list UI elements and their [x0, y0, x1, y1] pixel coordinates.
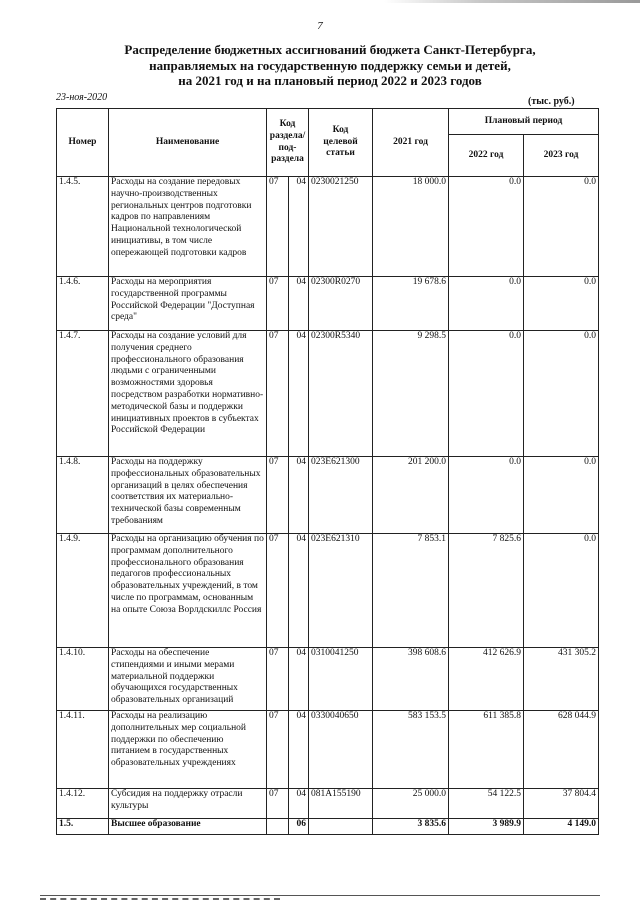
row-section — [267, 819, 289, 835]
header-year-2022: 2022 год — [449, 135, 524, 177]
header-section-code: Код раздела/ под- раздела — [267, 109, 309, 177]
header-year-2023: 2023 год — [524, 135, 599, 177]
row-subsection: 04 — [289, 277, 309, 331]
row-value-2022: 54 122.5 — [449, 789, 524, 819]
row-value-2022: 7 825.6 — [449, 534, 524, 648]
row-value-2021: 7 853.1 — [373, 534, 449, 648]
row-name: Расходы на реализацию дополнительных мер социальной поддержки по обеспечению питанием в государственных образовательных учреждениях — [109, 711, 267, 789]
row-subsection: 04 — [289, 457, 309, 534]
row-number: 1.4.8. — [57, 457, 109, 534]
row-section: 07 — [267, 648, 289, 711]
row-value-2022: 0.0 — [449, 277, 524, 331]
row-name: Расходы на обеспечение стипендиями и иными мерами материальной поддержки обучающихся государственных образовательных организаций — [109, 648, 267, 711]
row-name: Расходы на создание условий для получения среднего профессионального образования людьми с ограниченными возможностями здоровья посредством разработки нормативно-методической базы и поддержки инициативных проектов в субъектах Российской Федерации — [109, 331, 267, 457]
row-section: 07 — [267, 534, 289, 648]
row-section: 07 — [267, 177, 289, 277]
row-target-code: 023E621310 — [309, 534, 373, 648]
row-section: 07 — [267, 711, 289, 789]
row-number: 1.4.12. — [57, 789, 109, 819]
row-name: Расходы на поддержку профессиональных образовательных организаций в целях обеспечения соответствия их материально-технической базы современным требованиям — [109, 457, 267, 534]
row-value-2023: 4 149.0 — [524, 819, 599, 835]
row-value-2023: 628 044.9 — [524, 711, 599, 789]
row-number: 1.4.9. — [57, 534, 109, 648]
row-subsection: 04 — [289, 648, 309, 711]
header-name: Наименование — [109, 109, 267, 177]
row-name: Расходы на мероприятия государственной программы Российской Федерации "Доступная среда" — [109, 277, 267, 331]
row-number: 1.4.5. — [57, 177, 109, 277]
row-section: 07 — [267, 331, 289, 457]
row-value-2022: 412 626.9 — [449, 648, 524, 711]
row-subsection: 04 — [289, 534, 309, 648]
row-value-2023: 37 804.4 — [524, 789, 599, 819]
row-target-code: 0330040650 — [309, 711, 373, 789]
row-subsection: 04 — [289, 177, 309, 277]
row-name: Расходы на организацию обучения по программам дополнительного профессионального образования педагогов профессиональных образовательных учреждений, в том числе по программам, основанным на опыте Союза Ворлдскиллс Россия — [109, 534, 267, 648]
row-subsection: 04 — [289, 331, 309, 457]
row-value-2023: 0.0 — [524, 177, 599, 277]
row-number: 1.5. — [57, 819, 109, 835]
bottom-dashed-rule — [40, 898, 280, 900]
page-number: 7 — [317, 20, 323, 32]
scan-edge-artifact — [0, 0, 640, 3]
row-value-2021: 9 298.5 — [373, 331, 449, 457]
table-row — [57, 534, 599, 648]
table-row — [57, 277, 599, 331]
row-section: 07 — [267, 277, 289, 331]
row-value-2021: 583 153.5 — [373, 711, 449, 789]
row-target-code: 02300R5340 — [309, 331, 373, 457]
table-row — [57, 648, 599, 711]
header-year-2021: 2021 год — [373, 109, 449, 177]
budget-table — [56, 108, 599, 835]
table-row — [57, 177, 599, 277]
row-value-2021: 201 200.0 — [373, 457, 449, 534]
row-target-code — [309, 819, 373, 835]
row-value-2021: 3 835.6 — [373, 819, 449, 835]
row-section: 07 — [267, 457, 289, 534]
row-value-2023: 0.0 — [524, 457, 599, 534]
row-value-2022: 611 385.8 — [449, 711, 524, 789]
row-target-code: 081A155190 — [309, 789, 373, 819]
row-value-2022: 3 989.9 — [449, 819, 524, 835]
document-title — [40, 42, 620, 89]
units-label: (тыс. руб.) — [528, 96, 575, 107]
row-target-code: 0230021250 — [309, 177, 373, 277]
table-row — [57, 789, 599, 819]
row-subsection: 04 — [289, 789, 309, 819]
row-target-code: 023E621300 — [309, 457, 373, 534]
header-target-code: Код целевой статьи — [309, 109, 373, 177]
table-row-subtotal — [57, 819, 599, 835]
title-line-1: Распределение бюджетных ассигнований бюджета Санкт-Петербурга, — [124, 42, 536, 57]
title-line-2: направляемых на государственную поддержку семьи и детей, — [149, 57, 511, 73]
row-number: 1.4.6. — [57, 277, 109, 331]
row-subsection: 06 — [289, 819, 309, 835]
row-name: Высшее образование — [109, 819, 267, 835]
table-row — [57, 711, 599, 789]
header-planned-period: Плановый период — [449, 109, 599, 135]
row-target-code: 02300R0270 — [309, 277, 373, 331]
row-value-2023: 0.0 — [524, 534, 599, 648]
row-number: 1.4.10. — [57, 648, 109, 711]
row-value-2021: 19 678.6 — [373, 277, 449, 331]
row-subsection: 04 — [289, 711, 309, 789]
row-target-code: 0310041250 — [309, 648, 373, 711]
row-value-2022: 0.0 — [449, 457, 524, 534]
row-name: Расходы на создание передовых научно-производственных региональных центров подготовки кадров по направлениям Национальной технологической инициативы, в том числе опережающей подготовки кадров — [109, 177, 267, 277]
row-value-2021: 398 608.6 — [373, 648, 449, 711]
bottom-rule — [40, 895, 600, 896]
row-number: 1.4.7. — [57, 331, 109, 457]
header-number: Номер — [57, 109, 109, 177]
title-line-3: на 2021 год и на плановый период 2022 и 2023 годов — [178, 73, 482, 88]
row-value-2023: 0.0 — [524, 277, 599, 331]
row-value-2021: 25 000.0 — [373, 789, 449, 819]
row-value-2023: 431 305.2 — [524, 648, 599, 711]
row-number: 1.4.11. — [57, 711, 109, 789]
row-value-2021: 18 000.0 — [373, 177, 449, 277]
row-value-2022: 0.0 — [449, 177, 524, 277]
row-value-2023: 0.0 — [524, 331, 599, 457]
row-name: Субсидия на поддержку отрасли культуры — [109, 789, 267, 819]
row-section: 07 — [267, 789, 289, 819]
table-row — [57, 457, 599, 534]
document-date: 23-ноя-2020 — [56, 92, 108, 103]
table-row — [57, 331, 599, 457]
row-value-2022: 0.0 — [449, 331, 524, 457]
